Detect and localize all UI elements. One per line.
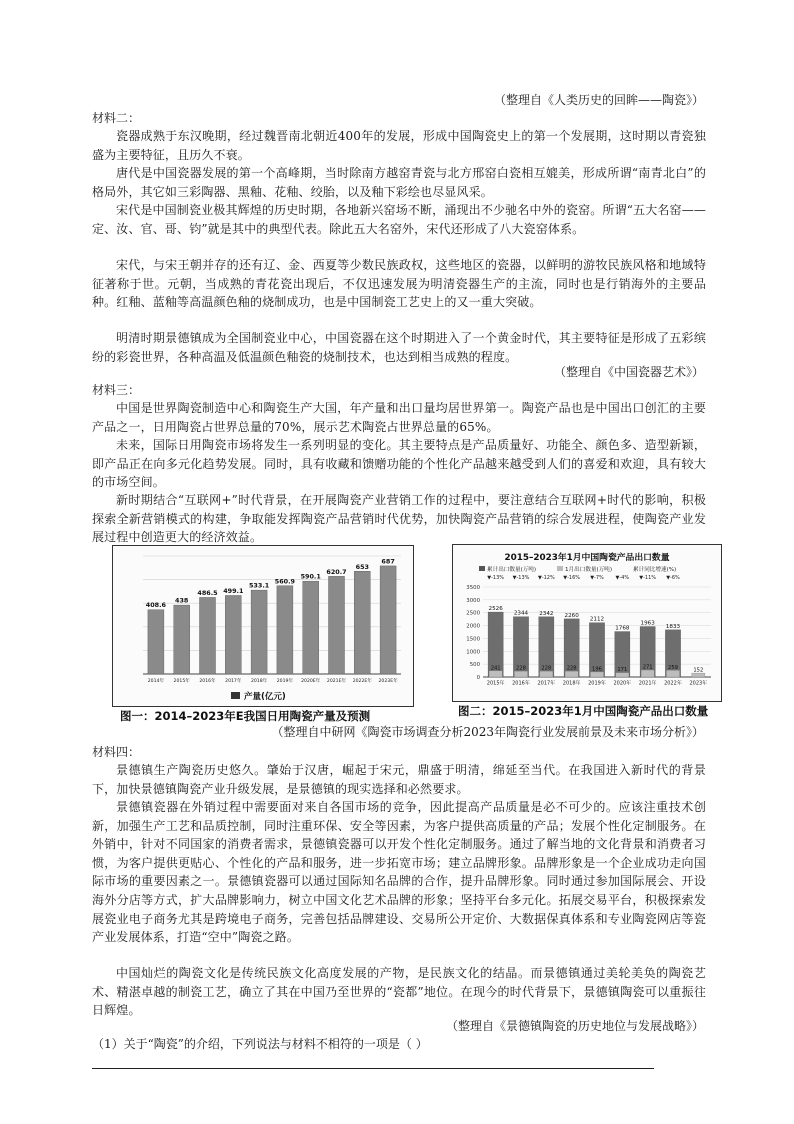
figure-1-category-label: 2023E年 — [378, 679, 398, 684]
figure-2-january-bar — [514, 671, 527, 677]
figure-2-cumulative-value: 2344 — [513, 610, 529, 617]
figure-2-category-label: 2020年 — [613, 680, 632, 687]
material-2-paragraph-2: 唐代是中国瓷器发展的第一个高峰期，当时除南方越窑青瓷与北方邢窑白瓷相互媲美，形成所谓“南青北白”的格局外，其它如三彩陶器、黑釉、花釉、绞胎，以及釉下彩绘也尽显风采。 — [92, 166, 706, 199]
figure-2-category-label: 2017年 — [537, 680, 556, 687]
figure-1-category-label: 2019年 — [276, 679, 294, 684]
figure-2-cumulative-value: 2260 — [564, 612, 579, 619]
figure-2-inner-title: 2015–2023年1月中国陶瓷产品出口数量 — [504, 553, 670, 563]
figure-2-legend-label-3: 累计同比增速(%) — [633, 567, 677, 573]
figure-2-growth-label: ▼-12% — [537, 575, 555, 581]
figure-2-january-value: 228 — [541, 665, 552, 672]
figure-1-value-label: 560.9 — [274, 577, 296, 586]
figure-2-legend-label-2: 1月出口数量(万吨) — [565, 567, 613, 573]
question-1: （1）关于“陶瓷”的介绍，下列说法与材料不相符的一项是（ ） — [92, 1037, 428, 1051]
figure-1-category-label: 2022E年 — [352, 679, 372, 684]
figure-2-january-value: 152 — [693, 667, 704, 674]
figure-2-january-bar — [565, 671, 578, 677]
figure-1-category-label: 2020E年 — [301, 679, 321, 684]
figure-1-bar — [380, 566, 396, 674]
figure-1-value-label: 620.7 — [326, 567, 347, 576]
figure-2-y-tick-label: 2500 — [466, 610, 480, 617]
source-note-4: （整理自《景德镇陶瓷的历史地位与发展战略》） — [445, 1019, 704, 1033]
figure-2-category-label: 2023年 — [689, 680, 708, 687]
source-note-1: （整理自《人类历史的回眸——陶瓷》） — [493, 93, 704, 107]
figure-1-caption: 图一：2014–2023年E我国日用陶瓷产量及预测 — [120, 709, 371, 723]
figure-1-category-label: 2014年 — [147, 679, 165, 684]
figure-2-growth-label: ▼-6% — [666, 575, 680, 581]
figure-1-bar — [329, 576, 345, 674]
source-note-3: （整理自中研网《陶瓷市场调查分析2023年陶瓷行业发展前景及未来市场分析》） — [271, 725, 704, 739]
figure-2-legend-swatch-2 — [557, 566, 563, 571]
figure-2-legend-swatch-1 — [479, 566, 485, 571]
figure-2-cumulative-value: 2526 — [488, 606, 503, 613]
figure-2-y-tick-label: 2000 — [466, 623, 480, 630]
figure-1-bar — [354, 571, 370, 674]
material-2-paragraph-4: 宋代，与宋王朝并存的还有辽、金、西夏等少数民族政权，这些地区的瓷器，以鲜明的游牧民族风格和地域特征著称于世。元朝，当成熟的青花瓷出现后，不仅迅速发展为明清瓷器生产的主流，同时也是行销海外的主要品种。红釉、蓝釉等高温颜色釉的烧制成功，也是中国制瓷工艺史上的又一重大突破。 — [92, 258, 706, 310]
figure-2-category-label: 2015年 — [486, 680, 505, 687]
figure-1-production-chart — [112, 545, 414, 707]
material-2-heading: 材料二： — [92, 111, 141, 125]
material-3-paragraph-1: 中国是世界陶瓷制造中心和陶瓷生产大国，年产量和出口量均居世界第一。陶瓷产品也是中国出口创汇的主要产品之一，日用陶瓷占世界总量的70%，展示艺术陶瓷占世界总量的65%。 — [92, 401, 706, 434]
material-4-paragraph-1: 景德镇生产陶瓷历史悠久。肇始于汉唐，崛起于宋元，鼎盛于明清，绵延至当代。在我国进入新时代的背景下，加快景德镇陶瓷产业升级发展，是景德镇的现实选择和必然要求。 — [92, 763, 706, 796]
figure-2-y-tick-label: 0 — [476, 675, 480, 681]
figure-2-growth-label: ▼-13% — [487, 575, 505, 581]
figure-2-svg — [453, 545, 721, 701]
figure-1-legend-swatch — [231, 692, 240, 699]
figure-1-value-label: 687 — [381, 557, 395, 566]
figure-1-value-label: 653 — [355, 562, 369, 571]
figure-2-y-tick-label: 500 — [469, 662, 480, 669]
answer-line — [92, 1068, 654, 1069]
figure-2-legend-label-1: 累计出口数量(万吨) — [487, 567, 537, 573]
figure-2-january-bar — [489, 671, 502, 677]
figure-2-growth-label: ▼-4% — [615, 575, 630, 581]
figure-2-caption: 图二：2015–2023年1月中国陶瓷产品出口数量 — [458, 704, 709, 718]
figure-1-value-label: 408.6 — [145, 601, 167, 610]
figure-2-cumulative-value: 2112 — [589, 616, 605, 623]
figure-2-cumulative-value: 1768 — [615, 625, 630, 632]
figure-2-january-value: 241 — [490, 665, 501, 672]
material-3-heading: 材料三： — [92, 383, 141, 397]
figure-2-cumulative-value: 1963 — [640, 620, 655, 627]
figure-2-export-chart — [452, 544, 722, 702]
figure-2-january-value: 196 — [592, 666, 602, 673]
figure-2-january-value: 228 — [566, 665, 577, 672]
figure-2-category-label: 2016年 — [512, 680, 530, 687]
figure-1-category-label: 2021E年 — [326, 679, 347, 684]
figure-1-bar — [225, 595, 241, 674]
figure-2-category-label: 2018年 — [562, 680, 581, 687]
figure-1-category-label: 2015年 — [173, 679, 190, 684]
figure-2-january-bar — [590, 672, 603, 677]
figure-2-january-bar — [692, 673, 705, 677]
figure-2-y-tick-label: 1500 — [466, 636, 480, 643]
figure-1-category-label: 2018年 — [250, 679, 268, 684]
figure-1-bar — [148, 610, 164, 674]
material-4-heading: 材料四： — [92, 745, 141, 759]
figure-1-value-label: 533.1 — [248, 581, 270, 590]
figure-2-growth-label: ▼-16% — [563, 575, 581, 581]
figure-1-category-label: 2017年 — [225, 679, 242, 684]
figure-1-bar — [303, 581, 319, 674]
figure-2-growth-label: ▼-13% — [512, 575, 530, 581]
figure-1-value-label: 438 — [175, 596, 189, 605]
material-3-paragraph-2: 未来，国际日用陶瓷市场将发生一系列明显的变化。其主要特点是产品质量好、功能全、颜色多、造型新颖，即产品正在向多元化趋势发展。同时，具有收藏和馈赠功能的个性化产品越来越受到人们的喜爱和欢迎，具有较大的市场空间。 — [92, 438, 706, 490]
material-4-paragraph-2: 景德镇瓷器在外销过程中需要面对来自各国市场的竞争，因此提高产品质量是必不可少的。应该注重技术创新，加强生产工艺和品质控制，同时注重环保、安全等因素，为客户提供高质量的产品；发展个性化定制服务。在外销中，针对不同国家的消费者需求，景德镇瓷器可以开发个性化定制服务。通过了解当地的文化背景和消费者习惯，为客户提供更贴心、个性化的产品和服务，进一步拓宽市场；建立品牌形象。品牌形象是一个企业成功走向国际市场的重要因素之一。景德镇瓷器可以通过国际知名品牌的合作，提升品牌形象。同时通过参加国际展会、开设海外分店等方式，扩大品牌影响力，树立中国文化艺术品牌的形象；坚持平台多元化。拓展交易平台，积极探索发展瓷业电子商务尤其是跨境电子商务，完善包括品牌建设、交易所公开定价、大数据保真体系和专业陶瓷网店等瓷产业发展体系，打造“空中”陶瓷之路。 — [92, 800, 706, 945]
figure-2-y-tick-label: 3500 — [466, 585, 480, 591]
material-2-paragraph-1: 瓷器成熟于东汉晚期，经过魏晋南北朝近400年的发展，形成中国陶瓷史上的第一个发展期，这时期以青瓷独盛为主要特征，且历久不衰。 — [92, 129, 706, 162]
figure-1-value-label: 590.1 — [300, 572, 321, 581]
figure-2-growth-label: ▼-7% — [590, 575, 604, 581]
figure-2-january-value: 171 — [617, 667, 628, 674]
figure-2-growth-label: ▼-11% — [639, 575, 657, 581]
figure-1-category-label: 2016年 — [199, 679, 216, 684]
figure-2-category-label: 2019年 — [588, 680, 606, 687]
figure-2-cumulative-value: 2342 — [539, 610, 554, 617]
figure-2-january-bar — [641, 670, 654, 677]
figure-1-bar — [251, 590, 267, 674]
figure-1-legend-label: 产量(亿元) — [244, 692, 286, 702]
figure-2-january-bar — [540, 671, 553, 677]
material-3-paragraph-3: 新时期结合“互联网+”时代背景，在开展陶瓷产业营销工作的过程中，要注意结合互联网+时代的影响，积极探索全新营销模式的构建，争取能发挥陶瓷产品营销时代优势，加快陶瓷产品营销的综合发展进程，使陶瓷产业发展过程中创造更大的经济效益。 — [92, 493, 706, 545]
figure-2-y-tick-label: 3000 — [466, 597, 480, 604]
figure-2-y-tick-label: 1000 — [466, 649, 480, 656]
figure-2-january-value: 228 — [516, 665, 526, 672]
figure-2-january-bar — [666, 670, 679, 677]
figure-2-january-value: 259 — [668, 664, 678, 671]
material-4-paragraph-3: 中国灿烂的陶瓷文化是传统民族文化高度发展的产物，是民族文化的结晶。而景德镇通过美轮美奂的陶瓷艺术、精湛卓越的制瓷工艺，确立了其在中国乃至世界的“瓷都”地位。在现今的时代背景下，景德镇陶瓷可以重振往日辉煌。 — [92, 966, 706, 1018]
source-note-2: （整理自《中国瓷器艺术》） — [553, 365, 704, 379]
figure-1-bar — [277, 586, 293, 674]
figure-1-svg — [113, 546, 413, 706]
figure-2-cumulative-value: 1833 — [665, 623, 681, 630]
figure-2-january-bar — [616, 673, 629, 677]
material-2-paragraph-5: 明清时期景德镇成为全国制瓷业中心，中国瓷器在这个时期进入了一个黄金时代，其主要特征是形成了五彩缤纷的彩瓷世界，各种高温及低温颜色釉瓷的烧制技术，也达到相当成熟的程度。 — [92, 331, 706, 364]
figure-2-category-label: 2022年 — [664, 680, 682, 687]
figure-1-value-label: 499.1 — [223, 586, 244, 595]
figure-1-bar — [174, 605, 190, 674]
figure-1-value-label: 486.5 — [197, 588, 218, 597]
material-2-paragraph-3: 宋代是中国制瓷业极其辉煌的历史时期，各地新兴窑场不断，涌现出不少驰名中外的瓷窑。所谓“五大名窑——定、汝、官、哥、钧”就是其中的典型代表。除此五大名窑外，宋代还形成了八大瓷窑体系。 — [92, 203, 706, 236]
figure-1-bar — [200, 597, 216, 674]
figure-2-january-value: 271 — [642, 664, 653, 671]
figure-2-category-label: 2021年 — [638, 680, 657, 687]
